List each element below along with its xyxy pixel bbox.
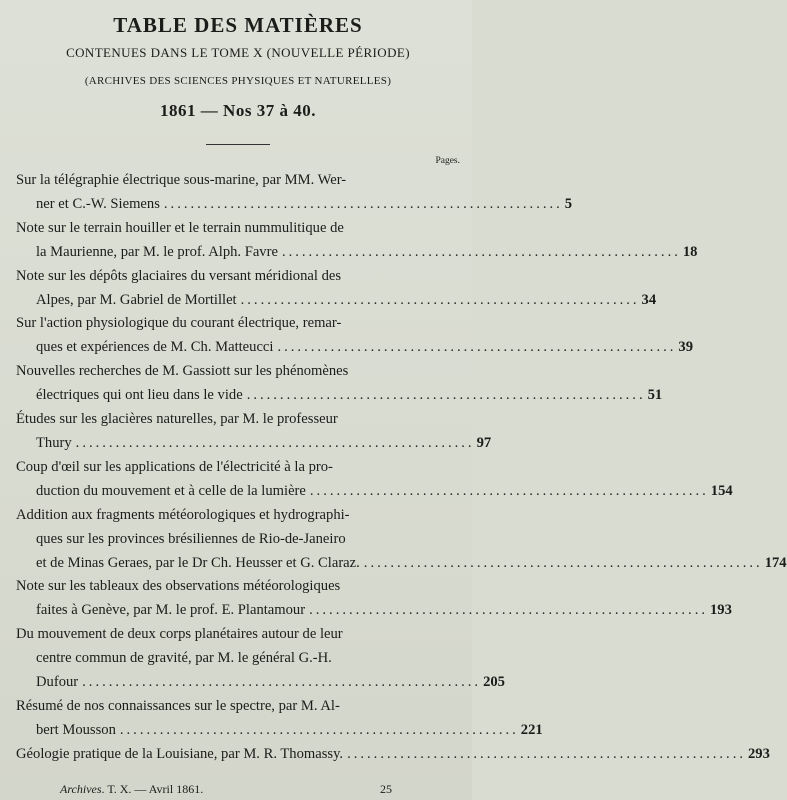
toc-entry-text: Thury — [36, 434, 72, 451]
toc-entry-line: Du mouvement de deux corps planétaires autour de leur — [16, 626, 343, 643]
toc-entry-page: 154 — [710, 482, 733, 499]
toc-entry-last-line — [16, 480, 733, 504]
leader-dots: ............................................................ — [82, 674, 482, 691]
toc-entry-line: Nouvelles recherches de M. Gassiott sur les phénomènes — [16, 363, 349, 380]
toc-entry-text: ner et C.-W. Siemens — [36, 195, 160, 212]
toc-entry-text: la Maurienne, par M. le prof. Alph. Favre — [36, 243, 278, 260]
toc-entry-page: 193 — [710, 602, 732, 619]
toc-entry-page: 51 — [647, 387, 663, 404]
toc-entry — [16, 312, 693, 360]
toc-entry — [16, 217, 698, 265]
leader-dots: ............................................................ — [281, 243, 681, 260]
toc-entry — [16, 575, 732, 623]
toc-entry-last-line — [16, 432, 492, 456]
pages-column-label: Pages. — [435, 156, 460, 166]
toc-entry-text: électriques qui ont lieu dans le vide — [36, 387, 243, 404]
toc-entry-page: 97 — [476, 434, 492, 451]
footer-issue: . T. X. — Avril 1861. — [101, 782, 204, 796]
toc-entry-page: 18 — [682, 243, 698, 260]
toc-entry-last-line — [16, 719, 543, 743]
toc-entry-line: Note sur le terrain houiller et le terrain nummulitique de — [16, 219, 344, 236]
toc-entry — [16, 504, 787, 576]
toc-entry-page: 293 — [747, 745, 770, 762]
divider-rule — [206, 144, 270, 145]
leader-dots: ............................................................ — [163, 195, 563, 212]
source-line: (ARCHIVES DES SCIENCES PHYSIQUES ET NATURELLES) — [84, 75, 392, 87]
volume-line: 1861 — Nos 37 à 40. — [160, 101, 316, 120]
toc-entry-last-line — [16, 552, 787, 576]
toc-entry-text: duction du mouvement et à celle de la lumière — [36, 482, 306, 499]
toc-entry-line: Sur la télégraphie électrique sous-marine, par MM. Wer- — [16, 172, 347, 188]
toc-entry-text: faites à Genève, par M. le prof. E. Plantamour — [36, 602, 306, 619]
leader-dots: ............................................................ — [277, 339, 677, 356]
toc-entry-text: et de Minas Geraes, par le Dr Ch. Heusser et G. Claraz. — [36, 554, 360, 571]
toc-entry-line: Addition aux fragments météorologiques et hydrographi- — [16, 506, 350, 523]
toc-entry-last-line — [16, 671, 505, 695]
toc-entry — [16, 743, 770, 767]
leader-dots: ............................................................ — [240, 291, 640, 308]
toc-entry-text: bert Mousson — [36, 721, 116, 738]
toc-entry-last-line — [16, 193, 573, 217]
toc-entry — [16, 169, 573, 217]
leader-dots: ............................................................ — [347, 745, 746, 762]
toc-entry — [16, 623, 505, 695]
toc-entry-line: ques sur les provinces brésiliennes de Rio-de-Janeiro — [36, 530, 346, 547]
page-footer — [0, 778, 472, 800]
toc-entry-last-line — [16, 599, 732, 623]
toc-entry-line: Note sur les tableaux des observations météorologiques — [16, 578, 341, 595]
toc-entry-text: ques et expériences de M. Ch. Matteucci — [36, 339, 274, 356]
leader-dots: ............................................................ — [363, 554, 763, 571]
toc-entry-line: Études sur les glacières naturelles, par M. le professeur — [16, 411, 338, 428]
toc-entry-page: 39 — [678, 339, 693, 356]
toc-entry-text: Géologie pratique de la Louisiane, par M. R. Thomassy. — [16, 745, 344, 762]
toc-entry-line: Coup d'œil sur les applications de l'électricité à la pro- — [16, 458, 333, 475]
leader-dots: ............................................................ — [309, 602, 708, 619]
toc-entry-last-line — [16, 336, 693, 360]
footer-page-number: 25 — [380, 782, 392, 796]
toc-entry-line: centre commun de gravité, par M. le général G.-H. — [36, 650, 332, 667]
footer-journal: Archives — [60, 782, 102, 796]
toc-entry — [16, 695, 543, 743]
leader-dots: ............................................................ — [119, 721, 519, 738]
footer-text — [60, 782, 203, 797]
toc-entry-last-line — [16, 384, 663, 408]
toc-entry-page: 34 — [641, 291, 657, 308]
toc-entry-text: Dufour — [36, 674, 79, 691]
toc-entry — [16, 408, 492, 456]
toc-entry — [16, 265, 657, 313]
toc-entry-last-line — [16, 289, 657, 313]
page-subtitle: CONTENUES DANS LE TOME X (NOUVELLE PÉRIODE) — [66, 45, 410, 60]
leader-dots: ............................................................ — [309, 482, 709, 499]
toc-entry — [16, 456, 733, 504]
toc-entry-page: 205 — [483, 674, 505, 691]
toc-entry-last-line — [16, 241, 698, 265]
toc-entry-page: 221 — [520, 721, 543, 738]
toc-entry-page: 5 — [564, 195, 573, 212]
page-title: TABLE DES MATIÈRES — [113, 13, 363, 37]
toc-entry-line: Résumé de nos connaissances sur le spectre, par M. Al- — [16, 697, 340, 714]
toc-entry — [16, 360, 663, 408]
toc-entry-page: 174 — [764, 554, 787, 571]
toc-entry-last-line — [16, 743, 770, 767]
leader-dots: ............................................................ — [75, 434, 475, 451]
toc-entry-line: Note sur les dépôts glaciaires du versant méridional des — [16, 267, 342, 284]
leader-dots: ............................................................ — [246, 387, 646, 404]
toc-entry-text: Alpes, par M. Gabriel de Mortillet — [36, 291, 237, 308]
toc-entry-line: Sur l'action physiologique du courant électrique, remar- — [16, 315, 342, 332]
table-of-contents — [16, 169, 787, 767]
